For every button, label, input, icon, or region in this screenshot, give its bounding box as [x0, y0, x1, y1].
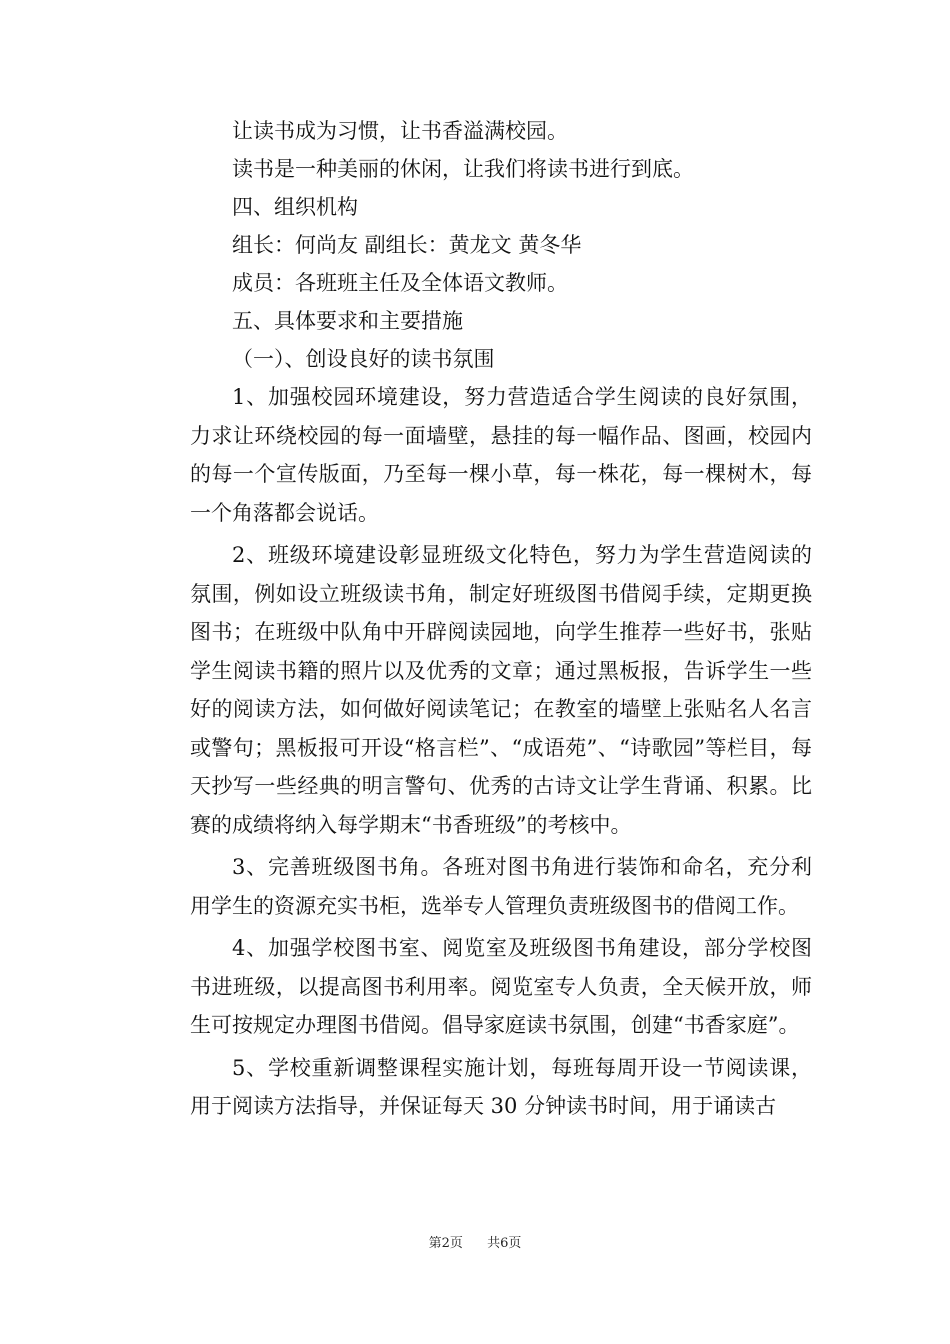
organization-leaders: 组长：何尚友 副组长：黄龙文 黄冬华 [232, 233, 582, 257]
document-body [190, 112, 812, 1129]
slogan-line-1: 让读书成为习惯，让书香溢满校园。 [232, 119, 568, 143]
paragraph-5: 5、学校重新调整课程实施计划，每班每周开设一节阅读课，用于阅读方法指导，并保证每天 30 分钟读书时间，用于诵读古 [190, 1055, 812, 1118]
section-heading-measures: 五、具体要求和主要措施 [232, 309, 463, 333]
paragraph-1: 1、加强校园环境建设，努力营造适合学生阅读的良好氛围，力求让环绕校园的每一面墙壁，悬挂的每一幅作品、图画，校园内的每一个宣传版面，乃至每一棵小草，每一株花，每一棵树木，每一个角落都会说话。 [190, 385, 812, 525]
paragraph-3: 3、完善班级图书角。各班对图书角进行装饰和命名，充分利用学生的资源充实书柜，选举专人管理负责班级图书的借阅工作。 [190, 855, 812, 918]
subsection-heading-atmosphere: （一）、创设良好的读书氛围 [232, 347, 495, 371]
organization-members: 成员：各班班主任及全体语文教师。 [232, 271, 568, 295]
paragraph-4: 4、加强学校图书室、阅览室及班级图书角建设，部分学校图书进班级，以提高图书利用率。阅览室专人负责，全天候开放，师生可按规定办理图书借阅。倡导家庭读书氛围，创建“书香家庭”。 [190, 936, 812, 1037]
page-footer [0, 1232, 950, 1251]
page-number-total: 共6页 [487, 1236, 522, 1251]
page-number-current: 第2页 [428, 1236, 463, 1251]
slogan-line-2: 读书是一种美丽的休闲，让我们将读书进行到底。 [232, 157, 694, 181]
section-heading-organization: 四、组织机构 [232, 195, 358, 219]
paragraph-2: 2、班级环境建设彰显班级文化特色，努力为学生营造阅读的氛围，例如设立班级读书角，制定好班级图书借阅手续，定期更换图书；在班级中队角中开辟阅读园地，向学生推荐一些好书，张贴学生阅读书籍的照片以及优秀的文章；通过黑板报，告诉学生一些好的阅读方法，如何做好阅读笔记；在教室的墙壁上张贴名人名言或警句；黑板报可开设“格言栏”、“成语苑”、“诗歌园”等栏目，每天抄写一些经典的明言警句、优秀的古诗文让学生背诵、积累。比赛的成绩将纳入每学期末“书香班级”的考核中。 [190, 543, 812, 837]
